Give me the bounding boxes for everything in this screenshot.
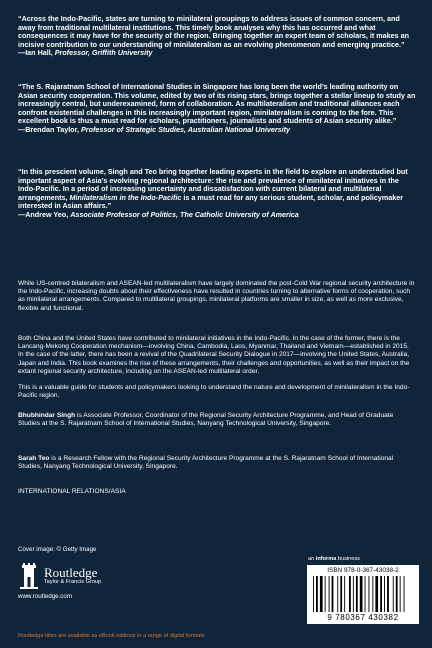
author-bio: is a Research Fellow with the Regional Security Architecture Programme at the S. Rajaratnam School of International Studies, Nanyang Technological University, Singapore. [18,455,394,471]
description-paragraph-1 [18,280,416,313]
author-name: Bhubhindar Singh [18,412,76,419]
description-text: This is a valuable guide for students and policymakers looking to understand the nature and development of minilateralism in the Indo-Pacific region. [18,384,410,400]
barcode-icon [313,576,413,612]
barcode-box [307,565,419,624]
cover-image-credit: Cover image: © Getty Image [18,546,97,553]
description-text: While US-centred bilateralism and ASEAN-led multilateralism have largely dominated the post-Cold War regional security architecture in the Indo-Pacific, increasing doubts about their effectiveness have resulted in countries turning to alternative forms of cooperation, such as minilateral arrangements. Compared to multilateral groupings, minilateral platforms are smaller in size, as well as more exclusive, flexible and functional. [18,280,415,312]
endorser-title: Associate Professor of Politics, The Catholic University of America [70,209,299,219]
informa-tagline [308,556,360,562]
author-bio: is Associate Professor, Coordinator of the Regional Security Architecture Programme, and Head of Graduate Studies at the S. Rajaratnam School of International Studies, Nanyang Technological University, Singapore. [18,412,394,428]
publisher-group: Taylor & Francis Group [44,579,102,585]
endorsement-attribution [18,211,416,220]
endorsement-1 [18,15,416,58]
endorser-name: —Andrew Yeo, [18,209,69,219]
routledge-tower-icon [18,563,40,589]
publisher-logo [18,563,148,603]
endorsement-quote-part-b: is a must read for any serious student, scholar, and policymaker interested in Asian affairs.” [18,192,404,211]
author-bio-2 [18,455,416,471]
informa-suffix: business [337,556,360,562]
author-bio-text [18,455,416,471]
endorsement-quote [18,168,416,211]
endorsement-3 [18,168,416,220]
endorsement-book-title: Minilateralism in the Indo-Pacific [69,192,182,202]
description-paragraph-3 [18,384,416,400]
author-bio-text [18,412,416,428]
endorsement-2 [18,83,416,135]
endorser-name: —Ian Hall, [18,48,53,58]
informa-brand: informa [315,556,337,562]
description-text: Both China and the United States have contributed to minilateral initiatives in the Indo-Pacific. In the case of the former, there is the Lancang-Mekong Cooperation mechanism—involving China, Cambodia, Laos, Myanmar, Thailand and Vietnam—established in 2015. In the case of the latter, there has been a revival of the Quadrilateral Security Dialogue in 2017—involving the United States, Australia, Japan and India. This book examines the rise of these arrangements, their challenges and opportunities, as well as their impact on the extant regional security architecture, including on the ASEAN-led multilateral order. [18,335,410,375]
endorser-title: Professor, Griffith University [54,48,153,58]
endorsement-quote-part-a: “In this prescient volume, Singh and Teo bring together leading experts in the field to explore an understudied but important aspect of Asia’s evolving regional architecture: the rise and prevalence of minilateral initiatives in the Indo-Pacific. In a period of increasing uncertainty and dissatisfaction with current bilateral and multilateral arrangements, [18,167,408,202]
author-bio-1 [18,412,416,428]
endorsement-attribution [18,49,416,58]
barcode-number: 9 780367 430382 [327,613,399,622]
endorsement-quote: “Across the Indo-Pacific, states are turning to minilateral groupings to address issues of common concern, and away from traditional multilateral institutions. This timely book analyses why this has occurred and what consequences it may have for the security of the region. Bringing together an expert team of scholars, it makes an incisive contribution to our understanding of minilateralism as an evolving phenomenon and emerging practice.” [18,14,410,49]
author-name: Sarah Teo [18,455,50,462]
isbn: ISBN 978-0-367-43038-2 [327,567,399,574]
publisher-url[interactable]: www.routledge.com [18,593,72,600]
description-paragraph-2 [18,335,416,376]
endorsement-attribution [18,126,416,135]
endorsement-quote: “The S. Rajaratnam School of International Studies in Singapore has long been the world’s leading authority on Asian security cooperation. This volume, edited by two of its rising stars, brings together a stellar lineup to study an increasingly central, but underexamined, form of collaboration. As multilateralism and traditional alliances each confront existential challenges in this increasingly important region, minilateralism is coming to the fore. This excellent book is thus a must read for scholars, practitioners, journalists and students of Asian security alike.” [18,82,416,126]
publisher-name: Routledge [44,565,98,580]
endorser-title: Professor of Strategic Studies, Australian National University [80,124,291,134]
subject-category: INTERNATIONAL RELATIONS/ASIA [18,488,126,495]
endorser-name: —Brendan Taylor, [18,124,79,134]
informa-prefix: an [308,556,315,562]
ebook-note: Routledge titles are available as eBook editions in a range of digital formats [18,633,205,639]
